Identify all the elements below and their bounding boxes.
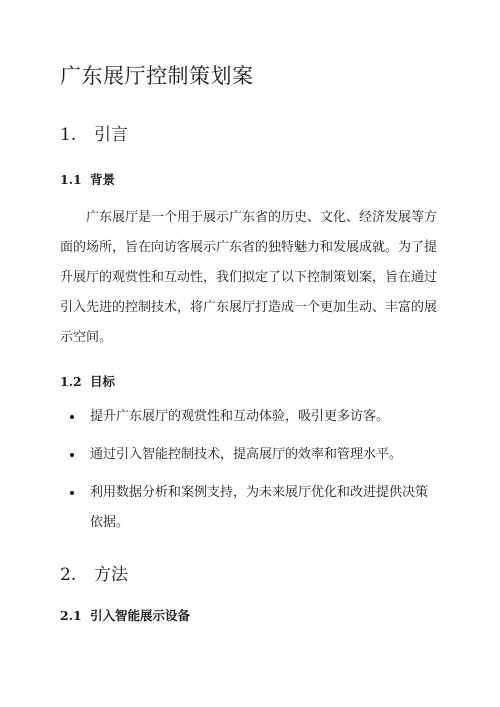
list-item-text: 通过引入智能控制技术，提高展厅的效率和管理水平。 bbox=[90, 447, 403, 462]
background-paragraph bbox=[60, 203, 442, 353]
subsection-heading-smart-devices bbox=[60, 606, 190, 624]
bullet-dot-icon bbox=[70, 415, 74, 419]
subsection-number: 1.1 bbox=[60, 172, 82, 187]
paragraph-line: 面的场所，旨在向访客展示广东省的独特魅力和发展成就。为了提 bbox=[60, 240, 438, 255]
document-title: 广东展厅控制策划案 bbox=[60, 64, 254, 88]
goals-list bbox=[60, 402, 450, 546]
subsection-title: 背景 bbox=[90, 172, 116, 187]
section-number: 1. bbox=[60, 125, 77, 145]
list-item bbox=[60, 478, 450, 538]
subsection-title: 目标 bbox=[90, 374, 116, 389]
section-title: 引言 bbox=[94, 125, 128, 145]
paragraph-line: 示空间。 bbox=[60, 330, 113, 345]
paragraph-line: 引入先进的控制技术，将广东展厅打造成一个更加生动、丰富的展 bbox=[60, 300, 438, 315]
bullet-dot-icon bbox=[70, 491, 74, 495]
subsection-title: 引入智能展示设备 bbox=[90, 608, 191, 623]
section-heading-methods bbox=[60, 560, 128, 585]
section-title: 方法 bbox=[94, 565, 128, 585]
subsection-number: 1.2 bbox=[60, 374, 82, 389]
subsection-heading-goals bbox=[60, 372, 115, 390]
section-heading-introduction bbox=[60, 120, 128, 145]
list-item-text: 利用数据分析和案例支持，为未来展厅优化和改进提供决策 bbox=[90, 485, 429, 500]
list-item bbox=[60, 402, 450, 432]
list-item bbox=[60, 440, 450, 470]
list-item-text: 提升广东展厅的观赏性和互动体验，吸引更多访客。 bbox=[90, 409, 390, 424]
list-item-text: 依据。 bbox=[90, 515, 130, 530]
paragraph-line: 广东展厅是一个用于展示广东省的历史、文化、经济发展等方 bbox=[86, 210, 438, 225]
paragraph-line: 升展厅的观赏性和互动性，我们拟定了以下控制策划案，旨在通过 bbox=[60, 270, 438, 285]
bullet-dot-icon bbox=[70, 453, 74, 457]
subsection-heading-background bbox=[60, 170, 115, 188]
subsection-number: 2.1 bbox=[60, 608, 82, 623]
section-number: 2. bbox=[60, 565, 77, 585]
